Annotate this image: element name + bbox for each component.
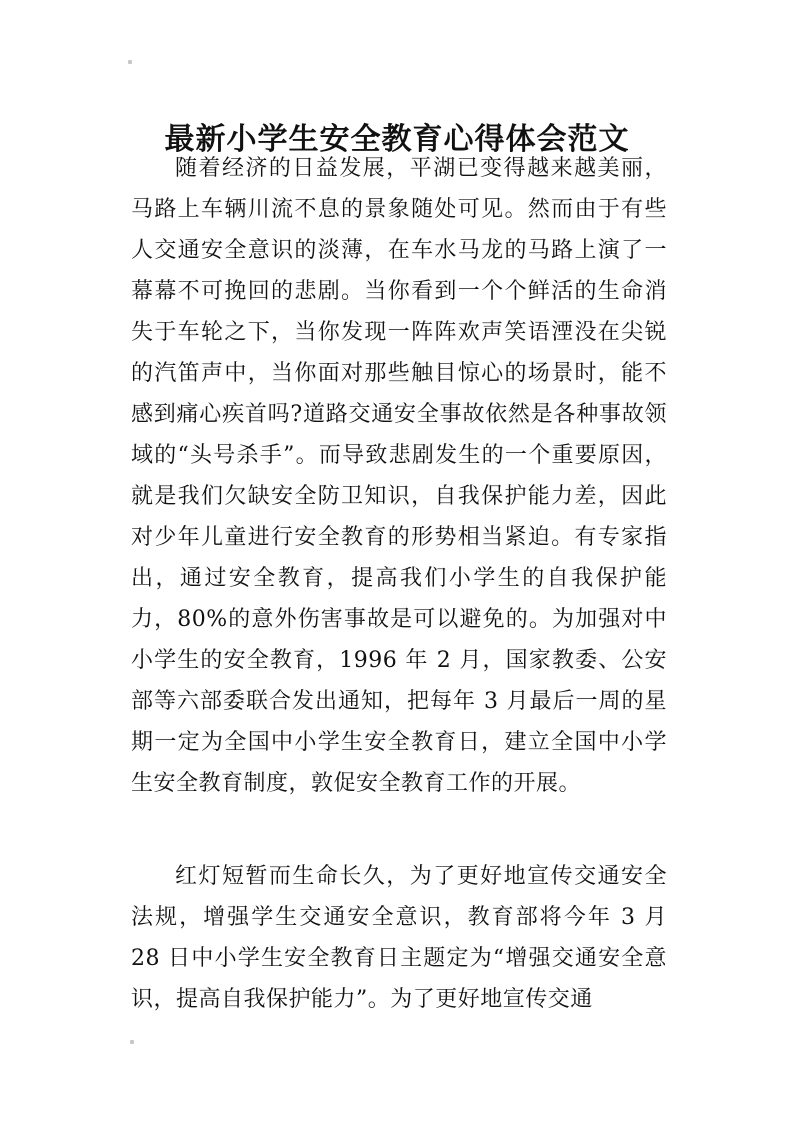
- document-title: 最新小学生安全教育心得体会范文: [164, 122, 630, 158]
- body-paragraph-2: 红灯短暂而生命长久，为了更好地宣传交通安全法规，增强学生交通安全意识，教育部将今年 3 月 28 日中小学生安全教育日主题定为“增强交通安全意识，提高自我保护能力”。为了更好地宣传交通: [131, 864, 667, 1012]
- page-mark-dot: [130, 1040, 134, 1044]
- body-paragraph-1: 随着经济的日益发展，平湖已变得越来越美丽，马路上车辆川流不息的景象随处可见。然而由于有些人交通安全意识的淡薄，在车水马龙的马路上演了一幕幕不可挽回的悲剧。当你看到一个个鲜活的生命消失于车轮之下，当你发现一阵阵欢声笑语湮没在尖锐的汽笛声中，当你面对那些触目惊心的场景时，能不感到痛心疾首吗?道路交通安全事故依然是各种事故领域的“头号杀手”。而导致悲剧发生的一个重要原因，就是我们欠缺安全防卫知识，自我保护能力差，因此对少年儿童进行安全教育的形势相当紧迫。有专家指出，通过安全教育，提高我们小学生的自我保护能力，80%的意外伤害事故是可以避免的。为加强对中小学生的安全教育，1996 年 2 月，国家教委、公安部等六部委联合发出通知，把每年 3 月最后一周的星期一定为全国中小学生安全教育日，建立全国中小学生安全教育制度，敦促安全教育工作的开展。: [131, 156, 667, 796]
- page-mark-dot: [128, 60, 132, 64]
